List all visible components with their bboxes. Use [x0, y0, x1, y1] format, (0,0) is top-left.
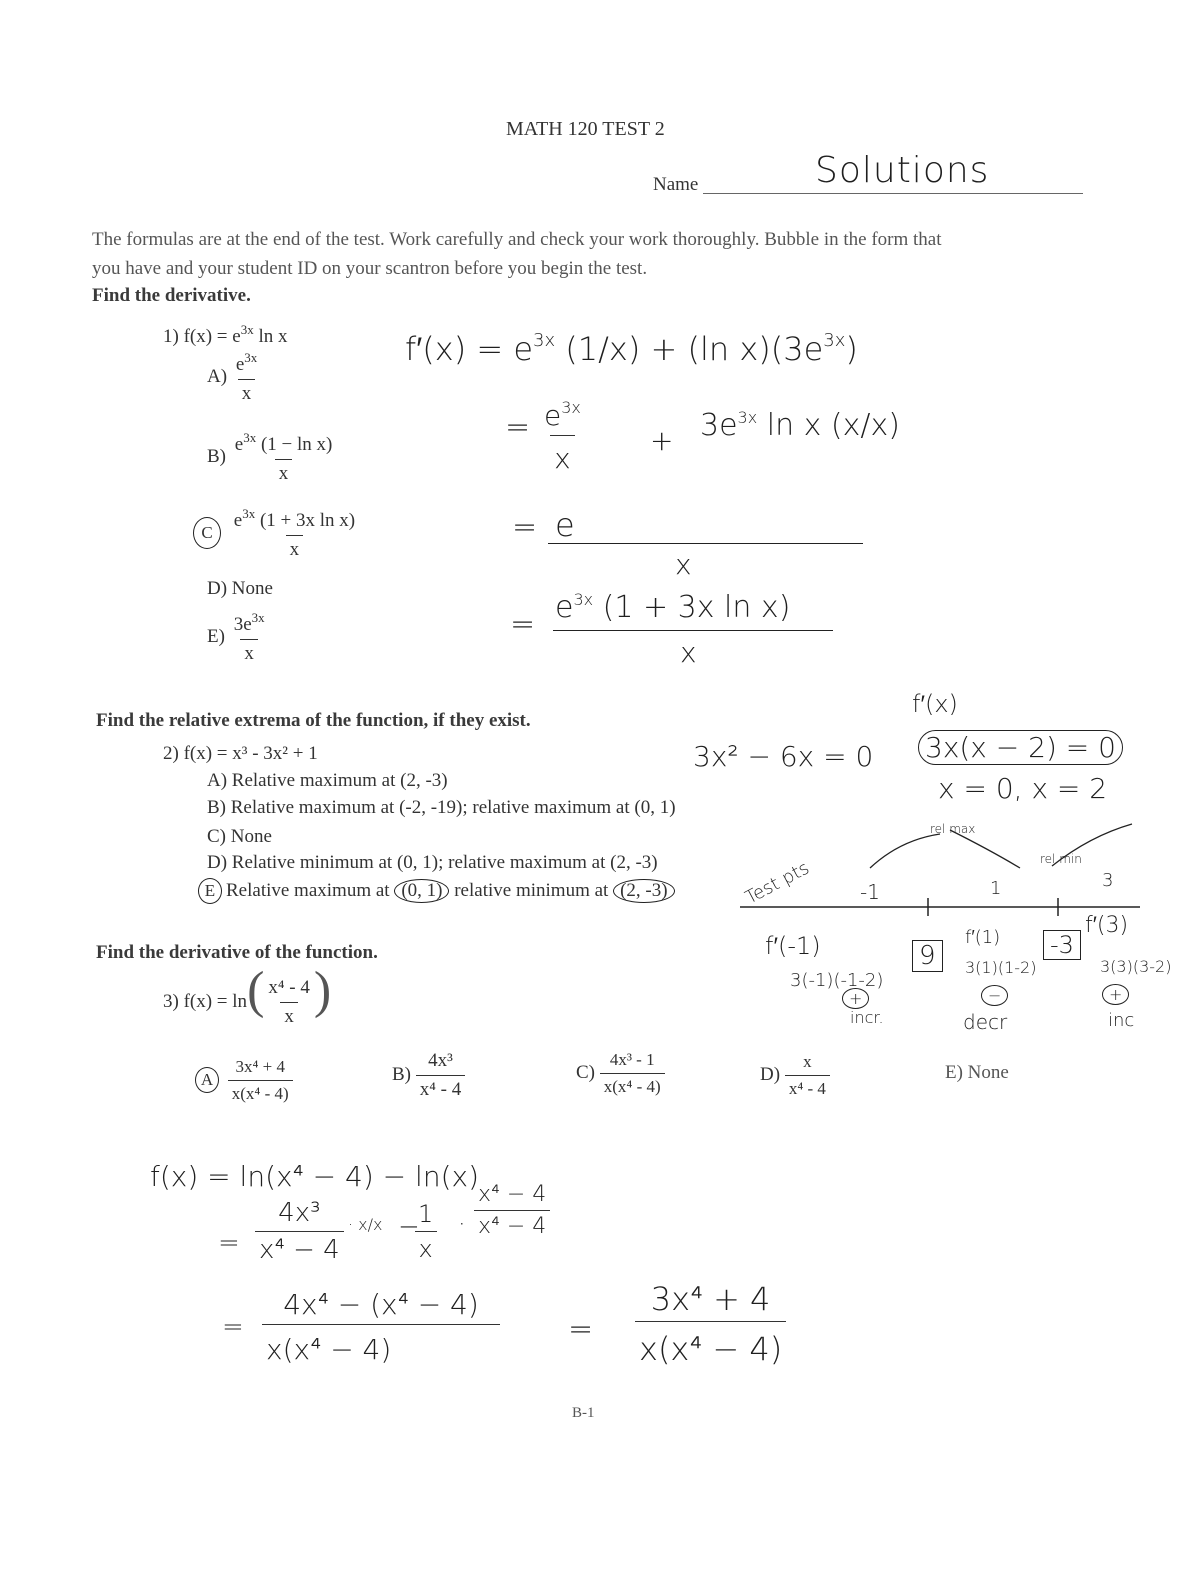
- fprime-1: f′(1): [965, 927, 1001, 948]
- fprime-3: f′(3): [1085, 913, 1129, 938]
- test-points-label: Test pts: [742, 857, 813, 909]
- value-1: -3: [1043, 930, 1081, 960]
- q1-choice-e: E) $\frac{3e^{3x}}{x}$: [207, 610, 265, 664]
- q3-work-mul-2a: · x/x: [348, 1215, 383, 1234]
- answer-circle-c: C: [193, 517, 221, 549]
- tick-label-1: 1: [990, 878, 1002, 899]
- value-neg1: 9: [912, 940, 943, 972]
- sign-neg1: +: [842, 988, 869, 1009]
- q3-work-frac-2a: $\frac{\text{4x³}}{\text{x⁴ − 4}}$: [255, 1198, 344, 1265]
- q3-work-frac-2c: $\frac{\text{x⁴ − 4}}{\text{x⁴ − 4}}$: [474, 1182, 550, 1239]
- name-value: Solutions: [815, 150, 990, 191]
- calc-3: 3(3)(3-2): [1100, 957, 1172, 976]
- calc-1: 3(1)(1-2): [965, 958, 1037, 977]
- q1-choice-c: C $\frac{e^{3x} (1 + 3x \ln x)}{x}$: [193, 506, 359, 561]
- q2-choice-a: A) Relative maximum at (2, -3): [207, 770, 448, 791]
- q3-work-eq-3: =: [222, 1312, 244, 1342]
- q1-work-den-4: x: [680, 636, 697, 669]
- section-heading-extrema: Find the relative extrema of the function, if they exist.: [96, 710, 531, 731]
- q1-work-fraction-bar-3: [548, 543, 863, 544]
- q1-work-num-3: e: [555, 506, 575, 544]
- circled-point-max: (0, 1): [394, 879, 449, 903]
- q1-work-eq-4: =: [510, 607, 536, 642]
- q1-work-plus-2: +: [650, 424, 674, 457]
- q2-choice-d: D) Relative minimum at (0, 1); relative maximum at (2, -3): [207, 852, 658, 873]
- q1-work-eq-3: =: [512, 510, 538, 545]
- q3-work-frac-3: $\frac{\text{4x⁴ − (x⁴ − 4)}}{\text{x(x⁴ − 4)}}$: [262, 1288, 500, 1366]
- sign-1: −: [981, 985, 1008, 1006]
- q1-work-num-4: $e^{3x}$ (1 + 3x ln x): [555, 590, 791, 625]
- q3-work-result: $\frac{\text{3x⁴ + 4}}{\text{x(x⁴ − 4)}}$: [635, 1280, 786, 1368]
- rel-max-note: rel max: [930, 822, 976, 836]
- q1-choice-d: D) None: [207, 578, 273, 599]
- instructions-line-1: The formulas are at the end of the test. Work carefully and check your work thoroughly. Bubble in the form that: [92, 229, 942, 250]
- q1-work-fraction-bar-4: [553, 630, 833, 631]
- name-label: Name: [653, 174, 699, 195]
- tick-label-3: 3: [1102, 870, 1114, 891]
- q1-choice-a: A) $\frac{e^{3x}}{x}$: [207, 350, 258, 404]
- q1-choice-b: B) $\frac{e^{3x} (1 - \ln x)}{x}$: [207, 430, 333, 484]
- q1-work-eq-2: =: [505, 410, 531, 445]
- q2-work-fprime-label: f′(x): [912, 690, 958, 718]
- q2-choice-e: E Relative maximum at (0, 1) relative minimum at (2, -3): [198, 878, 675, 904]
- rel-min-note: rel min: [1040, 852, 1082, 866]
- q3-stem: 3) f(x) = ln( $\frac{\text{x⁴ - 4}}{x}$ ): [163, 962, 332, 1028]
- page-number: B-1: [572, 1405, 595, 1421]
- q2-choice-c: C) None: [207, 826, 272, 847]
- decr-note: decr: [963, 1010, 1008, 1034]
- instructions-line-2: you have and your student ID on your scantron before you begin the test.: [92, 258, 648, 279]
- q2-stem: 2) f(x) = x³ - 3x² + 1: [163, 743, 318, 764]
- answer-circle-e: E: [198, 878, 222, 904]
- section-heading-derivative-function: Find the derivative of the function.: [96, 942, 378, 963]
- q2-work-roots: x = 0, x = 2: [938, 772, 1108, 805]
- q3-choice-e: E) None: [945, 1062, 1009, 1083]
- q3-choice-d: D) $\frac{x}{\text{x⁴ - 4}}$: [760, 1052, 830, 1099]
- sign-3: +: [1102, 984, 1129, 1005]
- name-underline: [703, 193, 1083, 194]
- circled-point-min: (2, -3): [613, 879, 674, 903]
- q3-choice-a: A $\frac{\text{3x⁴ + 4}}{\text{x(x⁴ - 4)}}$: [195, 1057, 293, 1104]
- q3-work-line-1: f(x) = ln(x⁴ − 4) − ln(x): [150, 1160, 479, 1193]
- increasing-arrow: [870, 834, 940, 868]
- answer-circle-a: A: [195, 1067, 219, 1093]
- q1-work-frac-2: $\frac{e^{3x}}{x}$: [544, 398, 581, 475]
- q3-work-eq-2: =: [218, 1228, 240, 1258]
- q3-work-eq-3b: =: [568, 1312, 594, 1347]
- page-title: MATH 120 TEST 2: [506, 118, 665, 140]
- q3-work-frac-2b: $\frac{1}{x}$: [414, 1200, 437, 1263]
- q1-stem: 1) $f(x) = e^{3x}$ ln x: [163, 322, 288, 347]
- q1-work-term-2: $3e^{3x}$ ln x (x/x): [700, 408, 900, 443]
- q2-work-factored: 3x(x − 2) = 0: [918, 730, 1123, 765]
- q2-work-critical-eq: 3x² − 6x = 0: [693, 740, 874, 773]
- tick-label-neg1: -1: [860, 880, 880, 904]
- q3-work-minus-2: −: [398, 1212, 420, 1242]
- q3-choice-b: B) $\frac{\text{4x³}}{\text{x⁴ - 4}}$: [392, 1050, 465, 1101]
- q1-work-den-3: x: [675, 548, 692, 581]
- section-heading-derivative: Find the derivative.: [92, 285, 251, 306]
- q2-choice-b: B) Relative maximum at (-2, -19); relative maximum at (0, 1): [207, 797, 676, 818]
- q1-work-line-1: $f'(x) = e^{3x}$ (1/x) + (ln $x)(3e^{3x})$: [405, 330, 858, 368]
- incr-note: incr.: [850, 1008, 884, 1027]
- fprime-neg1: f′(-1): [765, 932, 821, 960]
- inc-note: inc: [1108, 1010, 1135, 1031]
- q3-work-dot-2: ·: [458, 1210, 466, 1238]
- q3-choice-c: C) $\frac{\text{4x³ - 1}}{\text{x(x⁴ - 4)}}$: [576, 1050, 665, 1097]
- calc-neg1: 3(-1)(-1-2): [790, 970, 884, 991]
